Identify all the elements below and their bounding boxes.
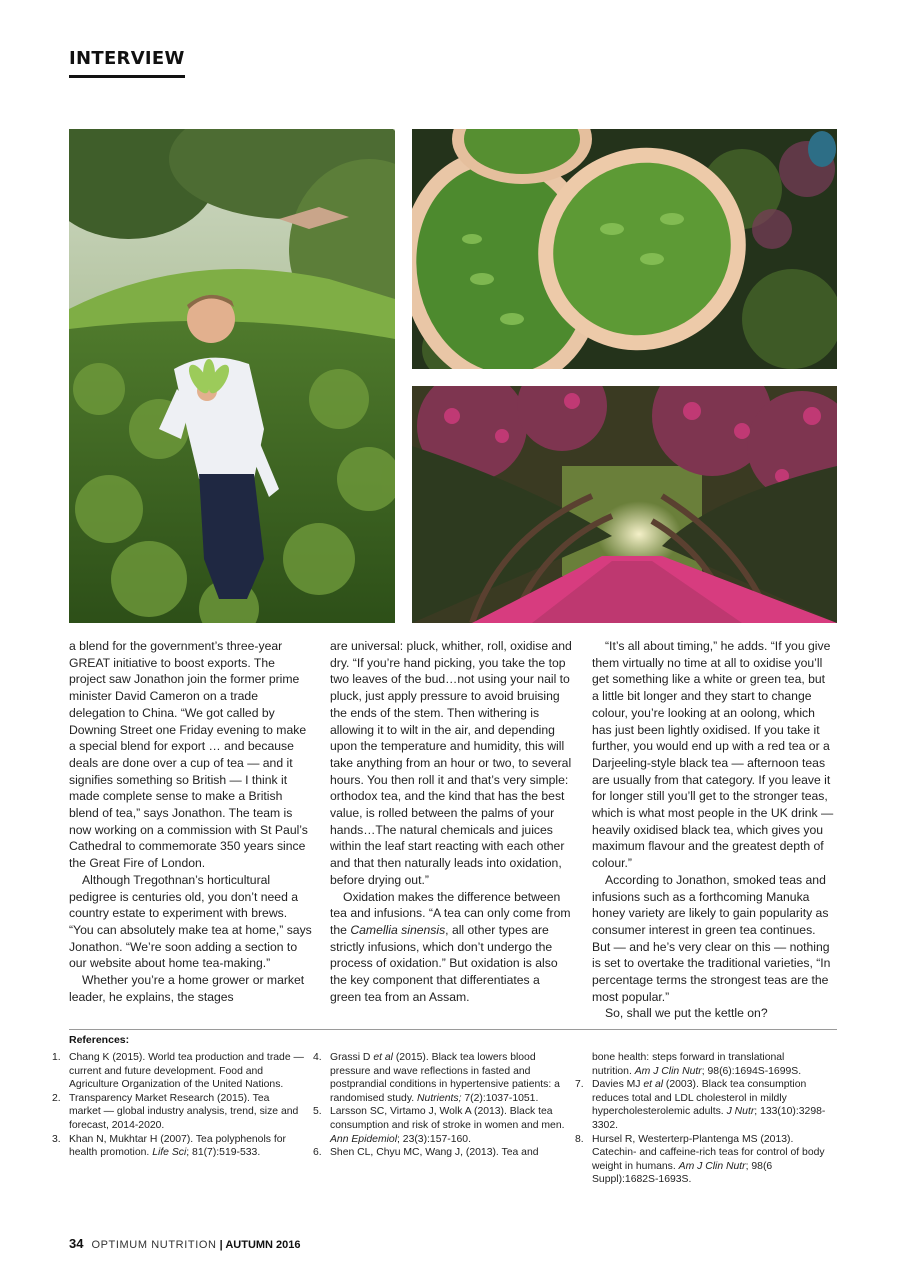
reference-item-continued [575, 1051, 827, 1078]
reference-text: Grassi D [330, 1052, 374, 1063]
reference-text: ; 98(6):1694S-1699S. [701, 1065, 802, 1077]
species-name: Camellia sinensis [350, 922, 446, 937]
reference-number: 7. [575, 1079, 584, 1091]
reference-item [52, 1051, 304, 1092]
section-header: INTERVIEW [69, 48, 185, 78]
reference-text: Chang K (2015). World tea production and trade — current and future development. Food and Agriculture Organization of the United Nations. [69, 1052, 304, 1091]
journal-name: Nutrients; [417, 1092, 462, 1104]
reference-text: bone health: steps forward in translational nutrition. [592, 1052, 785, 1077]
article-paragraph: Although Tregothnan’s horticultural pedigree is centuries old, you don’t need a country estate to experiment with brews. “You can absolutely make tea at home,” says Jonathon. “We’re soon adding a section to our website about home tea-making.” [69, 872, 312, 971]
reference-text: 7(2):1037-1051. [461, 1092, 539, 1104]
page-footer [69, 1236, 301, 1251]
article-paragraph [330, 889, 573, 1006]
article-column-2 [330, 638, 573, 1005]
reference-item [52, 1092, 304, 1133]
reference-number: 1. [52, 1052, 61, 1063]
references-column-1 [52, 1051, 304, 1160]
references-column-3 [575, 1051, 827, 1187]
reference-item [575, 1133, 827, 1187]
tea-leaf-baskets-image [412, 129, 837, 369]
et-al: et al [373, 1052, 393, 1063]
reference-text: Davies MJ [592, 1079, 644, 1091]
rhododendron-avenue-image [412, 386, 837, 623]
article-text: Oxidation makes the difference between tea and infusions. “A tea can only come from the [330, 889, 571, 937]
journal-name: Am J Clin Nutr [678, 1160, 746, 1172]
reference-text: Larsson SC, Virtamo J, Wolk A (2013). Black tea consumption and risk of stroke in women and men. [330, 1106, 565, 1131]
magazine-name: OPTIMUM NUTRITION [91, 1239, 217, 1251]
journal-name: Am J Clin Nutr [634, 1065, 702, 1077]
page-number: 34 [69, 1236, 84, 1251]
issue-label: | AUTUMN 2016 [219, 1239, 301, 1251]
reference-text: ; 98(6 Suppl):1682S-1693S. [592, 1160, 773, 1186]
reference-number: 3. [52, 1133, 61, 1145]
reference-text: Transparency Market Research (2015). Tea market — global industry analysis, trend, size and forecast, 2014-2020. [69, 1092, 299, 1131]
reference-number: 8. [575, 1133, 584, 1145]
reference-item [313, 1146, 565, 1160]
article-column-1 [69, 638, 312, 1005]
article-paragraph: So, shall we put the kettle on? [605, 1006, 768, 1021]
reference-number: 2. [52, 1092, 61, 1104]
reference-text: ; 81(7):519-533. [186, 1147, 261, 1159]
article-text: , all other types are strictly infusions, which don’t undergo the process of oxidation.” But oxidation is also the key component that differentiates a green tea from an Assam. [330, 922, 558, 1004]
article-paragraph: Whether you’re a home grower or market leader, he explains, the stages [69, 973, 305, 1004]
reference-number: 6. [313, 1147, 322, 1159]
reference-item [313, 1051, 565, 1105]
reference-text: Shen CL, Chyu MC, Wang J, (2013). Tea and [330, 1147, 539, 1159]
reference-number: 4. [313, 1052, 322, 1063]
reference-text: Khan N, Mukhtar H (2007). Tea polyphenols for health promotion. [69, 1133, 286, 1159]
journal-name: Ann Epidemiol [330, 1133, 398, 1145]
et-al: et al [643, 1079, 664, 1091]
reference-text: ; 23(3):157-160. [397, 1133, 471, 1145]
reference-item [52, 1133, 304, 1160]
references-column-2 [313, 1051, 565, 1160]
article-column-3 [592, 638, 835, 1022]
article-paragraph: are universal: pluck, whither, roll, oxidise and dry. “If you’re hand picking, you take the top two leaves of the bud…not using your nail to pluck, just apply pressure to avoid bruising the ends of the stem. Then withering is allowing it to wilt in the air, and depending upon the temperature and humidity, this will take anything from an hour or two, to several hours. You then roll it and that’s very simple: orthodox tea, and the kind that has the best value, is rolled between the palms of your hands…The natural chemicals and juices within the leaf start reacting with each other and that then naturally leads into oxidation, before drying out.” [330, 639, 572, 887]
journal-name: Life Sci [152, 1147, 187, 1159]
reference-item [313, 1105, 565, 1146]
references-divider [69, 1029, 837, 1030]
person-holding-tea-leaves-image [69, 129, 395, 623]
article-paragraph: According to Jonathon, smoked teas and infusions such as a forthcoming Manuka honey variety are likely to gain popularity as consumer interest in green tea continues. But — and he’s very clear on this — nothing is set to overtake the traditional varieties, “In percentage terms the strongest teas are the most popular.” [592, 872, 831, 1004]
reference-text: ; 133(10):3298-3302. [592, 1106, 826, 1131]
reference-text: Hursel R, Westerterp-Plantenga MS (2013). Catechin- and caffeine-rich teas for control of body weight in humans. [592, 1133, 825, 1172]
references-heading: References: [69, 1034, 130, 1046]
reference-number: 5. [313, 1106, 322, 1118]
reference-text: (2015). Black tea lowers blood pressure and wave reflections in fasted and postprandial conditions in hypertensive patients: a randomised study. [330, 1052, 560, 1104]
article-paragraph: “It’s all about timing,” he adds. “If you give them virtually no time at all to oxidise you’ll get something like a white or green tea, but a little bit longer and they start to change colour, you’re looking at an oolong, which has just been lightly oxidised. If you take it further, you would end up with a red tea or a Darjeeling-style black tea — afternoon teas are usually from that category. If you leave it for longer still you’ll get to the stronger teas, which is what most people in the UK drink — heavily oxidised black tea, which gives you maximum flavour and the greatest depth of colour.” [592, 639, 834, 871]
journal-name: J Nutr [726, 1106, 755, 1118]
article-paragraph: a blend for the government’s three-year GREAT initiative to boost exports. The project saw Jonathon join the former prime minister David Cameron on a trade delegation to China. “We got called by Downing Street one Friday evening to make a special blend for export … and because deals are done over a cup of tea — and it signifies something so British — I think it made complete sense to make a British blend of tea,” says Jonathon. The team is now working on a commission with St Paul’s Cathedral to commemorate 350 years since the Great Fire of London. [69, 639, 308, 871]
reference-text: (2003). Black tea consumption reduces total and LDL cholesterol in mildly hypercholesterolemic adults. [592, 1079, 807, 1118]
reference-item [575, 1078, 827, 1132]
